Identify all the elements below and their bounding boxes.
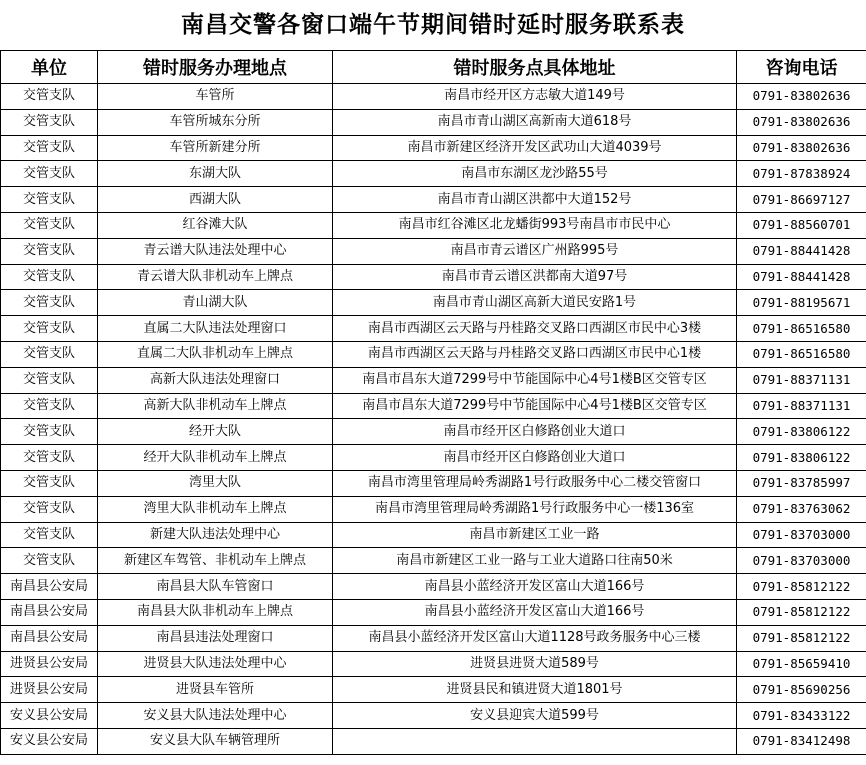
cell-location: 湾里大队 xyxy=(98,470,333,496)
cell-address: 安义县迎宾大道599号 xyxy=(333,703,737,729)
table-row xyxy=(1,84,866,110)
table-row xyxy=(1,135,866,161)
cell-address: 南昌市西湖区云天路与丹桂路交叉路口西湖区市民中心3楼 xyxy=(333,316,737,342)
cell-address: 南昌市新建区工业一路与工业大道路口往南50米 xyxy=(333,548,737,574)
cell-phone: 0791-83703000 xyxy=(737,548,866,574)
table-row xyxy=(1,393,866,419)
cell-phone: 0791-83433122 xyxy=(737,703,866,729)
cell-phone: 0791-83802636 xyxy=(737,84,866,110)
cell-unit: 安义县公安局 xyxy=(1,703,98,729)
cell-phone: 0791-85659410 xyxy=(737,651,866,677)
cell-location: 进贤县大队违法处理中心 xyxy=(98,651,333,677)
cell-location: 经开大队非机动车上牌点 xyxy=(98,445,333,471)
cell-location: 青云谱大队违法处理中心 xyxy=(98,238,333,264)
cell-phone: 0791-85812122 xyxy=(737,574,866,600)
table-row xyxy=(1,496,866,522)
cell-location: 进贤县车管所 xyxy=(98,677,333,703)
cell-address: 南昌市湾里管理局岭秀湖路1号行政服务中心一楼136室 xyxy=(333,496,737,522)
table-row xyxy=(1,264,866,290)
cell-address: 南昌市经开区白修路创业大道口 xyxy=(333,419,737,445)
cell-unit: 交管支队 xyxy=(1,238,98,264)
cell-address: 南昌市青山湖区高新大道民安路1号 xyxy=(333,290,737,316)
page-title: 南昌交警各窗口端午节期间错时延时服务联系表 xyxy=(181,11,685,38)
table-row xyxy=(1,728,866,754)
cell-phone: 0791-83806122 xyxy=(737,445,866,471)
cell-phone: 0791-88371131 xyxy=(737,367,866,393)
cell-unit: 交管支队 xyxy=(1,522,98,548)
cell-address: 南昌市青山湖区洪都中大道152号 xyxy=(333,187,737,213)
table-row xyxy=(1,187,866,213)
cell-location: 安义县大队车辆管理所 xyxy=(98,728,333,754)
cell-address: 南昌市青云谱区广州路995号 xyxy=(333,238,737,264)
cell-phone: 0791-88560701 xyxy=(737,212,866,238)
cell-phone: 0791-83785997 xyxy=(737,470,866,496)
cell-phone: 0791-85812122 xyxy=(737,599,866,625)
table-row xyxy=(1,238,866,264)
table-row xyxy=(1,574,866,600)
cell-location: 直属二大队非机动车上牌点 xyxy=(98,341,333,367)
table-row xyxy=(1,548,866,574)
cell-phone: 0791-83412498 xyxy=(737,728,866,754)
table-row xyxy=(1,470,866,496)
cell-location: 直属二大队违法处理窗口 xyxy=(98,316,333,342)
cell-phone: 0791-85690256 xyxy=(737,677,866,703)
cell-unit: 交管支队 xyxy=(1,135,98,161)
cell-unit: 交管支队 xyxy=(1,548,98,574)
cell-location: 新建区车驾管、非机动车上牌点 xyxy=(98,548,333,574)
table-row xyxy=(1,677,866,703)
table-row xyxy=(1,522,866,548)
table-row xyxy=(1,212,866,238)
cell-phone: 0791-83763062 xyxy=(737,496,866,522)
cell-unit: 交管支队 xyxy=(1,84,98,110)
cell-unit: 交管支队 xyxy=(1,419,98,445)
table-row xyxy=(1,290,866,316)
cell-unit: 安义县公安局 xyxy=(1,728,98,754)
cell-unit: 交管支队 xyxy=(1,393,98,419)
cell-phone: 0791-83806122 xyxy=(737,419,866,445)
cell-unit: 交管支队 xyxy=(1,161,98,187)
cell-unit: 进贤县公安局 xyxy=(1,651,98,677)
table-row xyxy=(1,599,866,625)
cell-address: 南昌市青云谱区洪都南大道97号 xyxy=(333,264,737,290)
cell-phone: 0791-86697127 xyxy=(737,187,866,213)
header-phone: 咨询电话 xyxy=(737,51,866,84)
table-row xyxy=(1,651,866,677)
cell-address: 进贤县进贤大道589号 xyxy=(333,651,737,677)
cell-location: 西湖大队 xyxy=(98,187,333,213)
cell-address: 南昌县小蓝经济开发区富山大道1128号政务服务中心三楼 xyxy=(333,625,737,651)
header-location: 错时服务办理地点 xyxy=(98,51,333,84)
cell-address: 南昌市红谷滩区北龙蟠街993号南昌市市民中心 xyxy=(333,212,737,238)
header-unit: 单位 xyxy=(1,51,98,84)
cell-phone: 0791-88371131 xyxy=(737,393,866,419)
table-row xyxy=(1,316,866,342)
header-address: 错时服务点具体地址 xyxy=(333,51,737,84)
cell-phone: 0791-88441428 xyxy=(737,264,866,290)
cell-unit: 进贤县公安局 xyxy=(1,677,98,703)
cell-location: 安义县大队违法处理中心 xyxy=(98,703,333,729)
cell-unit: 南昌县公安局 xyxy=(1,625,98,651)
cell-address xyxy=(333,728,737,754)
cell-location: 青云谱大队非机动车上牌点 xyxy=(98,264,333,290)
cell-unit: 交管支队 xyxy=(1,212,98,238)
cell-address: 南昌市经开区方志敏大道149号 xyxy=(333,84,737,110)
cell-address: 南昌市东湖区龙沙路55号 xyxy=(333,161,737,187)
cell-address: 南昌县小蓝经济开发区富山大道166号 xyxy=(333,599,737,625)
cell-location: 经开大队 xyxy=(98,419,333,445)
table-row xyxy=(1,419,866,445)
table-row xyxy=(1,445,866,471)
cell-unit: 交管支队 xyxy=(1,367,98,393)
table-row xyxy=(1,341,866,367)
cell-location: 东湖大队 xyxy=(98,161,333,187)
table-row xyxy=(1,367,866,393)
cell-location: 车管所城东分所 xyxy=(98,109,333,135)
cell-unit: 交管支队 xyxy=(1,264,98,290)
table-row xyxy=(1,625,866,651)
contact-table xyxy=(0,50,866,755)
cell-address: 南昌市青山湖区高新南大道618号 xyxy=(333,109,737,135)
cell-phone: 0791-83802636 xyxy=(737,135,866,161)
cell-unit: 交管支队 xyxy=(1,470,98,496)
cell-phone: 0791-86516580 xyxy=(737,341,866,367)
cell-location: 红谷滩大队 xyxy=(98,212,333,238)
cell-unit: 交管支队 xyxy=(1,290,98,316)
table-row xyxy=(1,109,866,135)
table-row xyxy=(1,703,866,729)
cell-unit: 交管支队 xyxy=(1,445,98,471)
cell-location: 青山湖大队 xyxy=(98,290,333,316)
cell-location: 南昌县大队车管窗口 xyxy=(98,574,333,600)
table-body xyxy=(1,84,866,755)
cell-unit: 交管支队 xyxy=(1,109,98,135)
cell-location: 南昌县大队非机动车上牌点 xyxy=(98,599,333,625)
cell-phone: 0791-83802636 xyxy=(737,109,866,135)
cell-unit: 交管支队 xyxy=(1,496,98,522)
cell-phone: 0791-86516580 xyxy=(737,316,866,342)
cell-unit: 南昌县公安局 xyxy=(1,599,98,625)
cell-unit: 南昌县公安局 xyxy=(1,574,98,600)
cell-address: 南昌市新建区工业一路 xyxy=(333,522,737,548)
cell-location: 高新大队非机动车上牌点 xyxy=(98,393,333,419)
table-row xyxy=(1,161,866,187)
cell-address: 南昌市昌东大道7299号中节能国际中心4号1楼B区交管专区 xyxy=(333,367,737,393)
cell-unit: 交管支队 xyxy=(1,341,98,367)
cell-phone: 0791-85812122 xyxy=(737,625,866,651)
cell-location: 车管所新建分所 xyxy=(98,135,333,161)
cell-phone: 0791-87838924 xyxy=(737,161,866,187)
cell-address: 南昌市西湖区云天路与丹桂路交叉路口西湖区市民中心1楼 xyxy=(333,341,737,367)
cell-location: 新建大队违法处理中心 xyxy=(98,522,333,548)
cell-address: 南昌市新建区经济开发区武功山大道4039号 xyxy=(333,135,737,161)
cell-address: 进贤县民和镇进贤大道1801号 xyxy=(333,677,737,703)
cell-unit: 交管支队 xyxy=(1,187,98,213)
cell-phone: 0791-83703000 xyxy=(737,522,866,548)
cell-phone: 0791-88195671 xyxy=(737,290,866,316)
header-row xyxy=(1,51,866,84)
cell-phone: 0791-88441428 xyxy=(737,238,866,264)
cell-location: 南昌县违法处理窗口 xyxy=(98,625,333,651)
cell-unit: 交管支队 xyxy=(1,316,98,342)
cell-address: 南昌市经开区白修路创业大道口 xyxy=(333,445,737,471)
cell-location: 湾里大队非机动车上牌点 xyxy=(98,496,333,522)
cell-address: 南昌县小蓝经济开发区富山大道166号 xyxy=(333,574,737,600)
cell-address: 南昌市湾里管理局岭秀湖路1号行政服务中心二楼交管窗口 xyxy=(333,470,737,496)
cell-location: 车管所 xyxy=(98,84,333,110)
cell-location: 高新大队违法处理窗口 xyxy=(98,367,333,393)
cell-address: 南昌市昌东大道7299号中节能国际中心4号1楼B区交管专区 xyxy=(333,393,737,419)
